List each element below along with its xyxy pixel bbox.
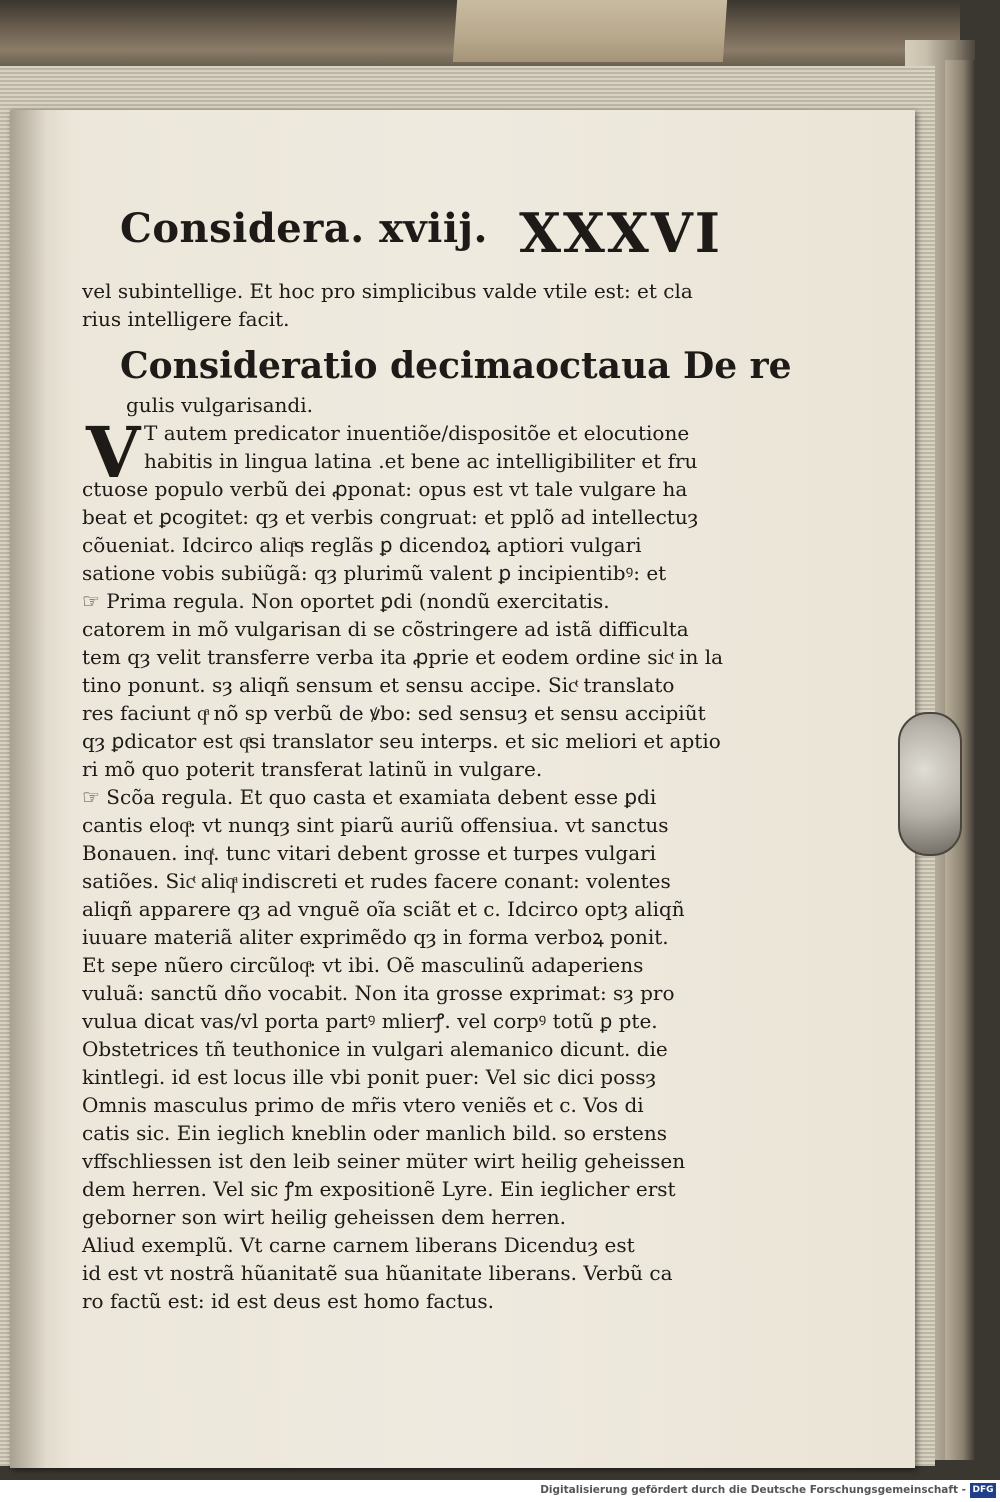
text-block [82,201,792,1315]
text-line: vulua dicat vas/vl porta partꝰ mlierꝭ. vel corpꝰ totũ ꝑ pte. [82,1009,658,1033]
text-line: cantis eloqͣ: vt nunqȝ sint piarũ auriũ offensiua. vt sanctus [82,813,669,837]
heading-line-1: Consideratio decimaoctaua De re [120,345,792,387]
text-line: satione vobis subiũgã: qȝ plurimũ valent ꝑ incipientibꝰ: et [82,561,667,585]
section-heading [120,341,792,391]
text-line: Aliud exemplũ. Vt carne carnem liberans Dicenduȝ est [82,1233,635,1257]
text-line: vuluã: sanctũ dño vocabit. Non ita grosse exprimat: sȝ pro [82,981,675,1005]
running-head-row [82,201,722,277]
text-line: T autem predicator inuentiõe/dispositõe et elocutione [144,421,690,445]
drop-initial: V [86,411,141,494]
text-line: ro factũ est: id est deus est homo factus. [82,1289,495,1313]
dfg-logo-icon: DFG [970,1483,996,1498]
text-line: rius intelligere facit. [82,307,290,331]
lines-before [82,277,722,333]
text-line: aliqñ apparere qȝ ad vnguẽ oĩa sciãt et c. Idcirco optȝ aliqñ [82,897,685,921]
footer [0,1480,1000,1502]
page-gutter [10,110,70,1468]
text-line: ctuose populo verbũ dei ꝓponat: opus est vt tale vulgare ha [82,477,688,501]
heading-line-2: gulis vulgarisandi. [126,393,313,417]
text-line: qȝ ꝑdicator est qͣsi translator seu interps. et sic meliori et aptio [82,729,721,753]
text-line: Bonauen. inqͭ. tunc vitari debent grosse et turpes vulgari [82,841,657,865]
text-line: cõueniat. Idcirco aliqͣs reglãs ꝑ dicendoꝝ aptiori vulgari [82,533,642,557]
text-line: geborner son wirt heilig geheissen dem herren. [82,1205,566,1229]
folio-number: XXXVI [519,201,722,265]
clasp-icon [898,712,962,856]
text-line: satiões. Sicͭ aliqͣ indiscreti et rudes facere conant: volentes [82,869,671,893]
text-line: id est vt nostrã hũanitatẽ sua hũanitate liberans. Verbũ ca [82,1261,673,1285]
text-line: iuuare materiã aliter exprimẽdo qȝ in forma verboꝝ ponit. [82,925,669,949]
text-line: dem herren. Vel sic ꝭm expositionẽ Lyre. Ein ieglicher erst [82,1177,676,1201]
text-line: Omnis masculus primo de mr̃is vtero veniẽs et c. Vos di [82,1093,644,1117]
text-line: vel subintellige. Et hoc pro simplicibus valde vtile est: et cla [82,279,693,303]
text-line: Obstetrices tñ teuthonice in vulgari alemanico dicunt. die [82,1037,668,1061]
text-line: ☞ Scõa regula. Et quo casta et examiata debent esse ꝑdi [82,785,657,809]
text-line: tino ponunt. sȝ aliqñ sensum et sensu accipe. Sicͭ translato [82,673,675,697]
text-line: tem qȝ velit transferre verba ita ꝓprie et eodem ordine sicͭ in la [82,645,724,669]
text-line: habitis in lingua latina .et bene ac intelligibiliter et fru [144,449,698,473]
text-line: catis sic. Ein ieglich kneblin oder manlich bild. so erstens [82,1121,667,1145]
text-line: vffschliessen ist den leib seiner müter wirt heilig geheissen [82,1149,686,1173]
text-line: Et sepe nũero circũloqͣ: vt ibi. Oẽ masculinũ adaperiens [82,953,644,977]
lines-initial [82,419,722,475]
text-line: beat et ꝑcogitet: qȝ et verbis congruat: et pplõ ad intellectuȝ [82,505,699,529]
text-line: catorem in mõ vulgarisan di se cõstringere ad istã difficulta [82,617,689,641]
text-line: ri mõ quo poterit transferat latinũ in vulgare. [82,757,543,781]
text-line: ☞ Prima regula. Non oportet ꝑdi (nondũ exercitatis. [82,589,610,613]
cover-patch [453,0,727,62]
text-line: res faciunt qͣ nõ sp verbũ de ꝟbo: sed sensuȝ et sensu accipiũt [82,701,706,725]
text-line: kintlegi. id est locus ille vbi ponit puer: Vel sic dici possȝ [82,1065,657,1089]
lines-after [82,475,722,1315]
running-head: Considera. xviij. [120,205,488,252]
footer-credit: Digitalisierung gefördert durch die Deutsche Forschungsgemeinschaft - [540,1484,966,1496]
